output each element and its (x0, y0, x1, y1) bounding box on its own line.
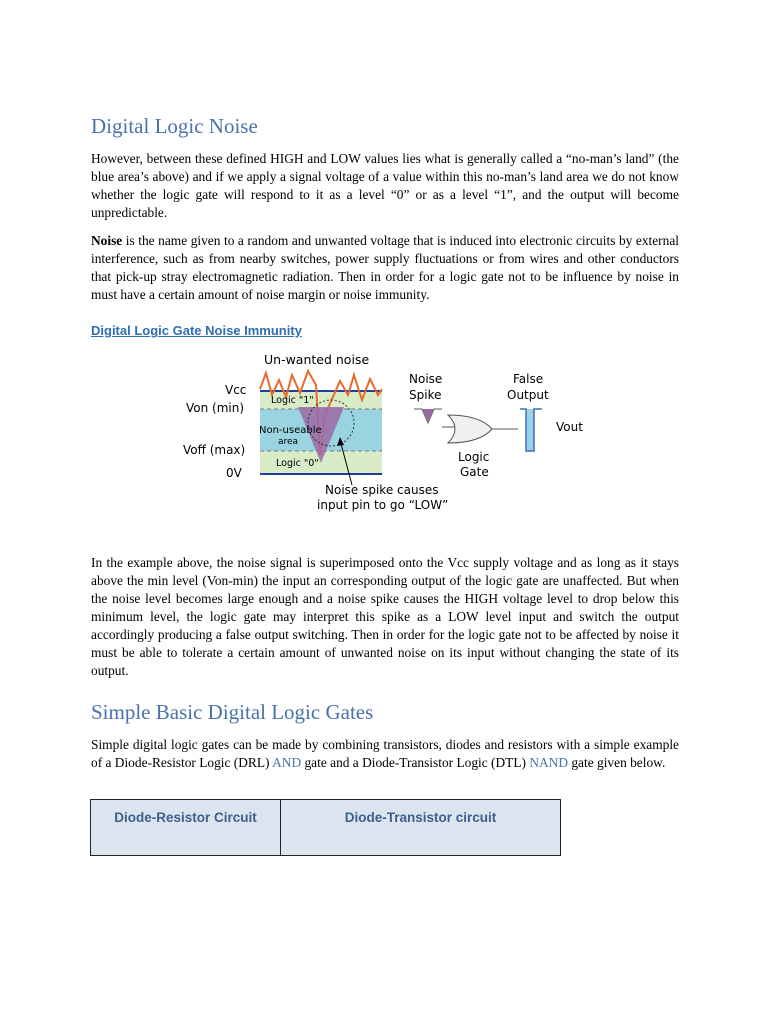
false-output-signal (520, 409, 542, 451)
caption-line2: input pin to go “LOW” (317, 498, 449, 512)
or-gate-icon (448, 415, 492, 443)
label-unwanted-noise: Un-wanted noise (264, 352, 370, 367)
label-nonuseable: Non-useable (259, 425, 322, 436)
label-zero-v: 0V (226, 466, 242, 480)
label-gate: Gate (460, 465, 489, 479)
basic-gates-text-c: gate given below. (568, 755, 666, 770)
noise-immunity-diagram (180, 345, 600, 520)
paragraph-noise-example: In the example above, the noise signal is superimposed onto the Vcc supply voltage and as long as it stays above the min level (Von-min) the input an corresponding output of the logic gate are unaffected. But when the noise level becomes large enough and a noise spike causes the HIGH voltage level to drop below this minimum level, the logic gate may interpret this spike as a LOW level input and switch the output accordingly producing a false output switching. Then in order for the logic gate not to be affected by noise it must be able to tolerate a certain amount of unwanted noise on its input without changing the state of its output. (91, 555, 679, 678)
label-logic1: Logic "1" (271, 395, 314, 406)
paragraph-basic-gates (91, 736, 679, 772)
label-logic: Logic (458, 450, 490, 464)
paragraph-noise-definition (91, 232, 679, 304)
and-keyword: AND (272, 755, 302, 770)
section-title-noise: Digital Logic Noise (91, 114, 258, 138)
label-voff: Voff (max) (183, 443, 246, 457)
basic-gates-text-a: Simple digital logic gates can be made by combining transistors, diodes and resistors with a simple example of a Diode-Resistor Logic (DRL) (91, 737, 679, 770)
table-row (91, 800, 561, 856)
subheading-noise-immunity[interactable]: Digital Logic Gate Noise Immunity (91, 323, 302, 338)
label-vout: Vout (556, 420, 583, 434)
nand-keyword: NAND (529, 755, 569, 770)
basic-gates-text-b: gate and a Diode-Transistor Logic (DTL) (301, 755, 530, 770)
label-noise: Noise (409, 372, 443, 386)
header-diode-transistor: Diode-Transistor circuit (281, 800, 561, 856)
noise-spike-shape (422, 409, 434, 423)
label-spike: Spike (409, 388, 442, 402)
caption-line1: Noise spike causes (325, 483, 439, 497)
label-vcc: Vcc (225, 383, 247, 397)
label-logic0: Logic "0" (276, 458, 319, 469)
circuit-table (90, 799, 561, 856)
paragraph-no-mans-land: However, between these defined HIGH and LOW values lies what is generally called a “no-man’s land” (the blue area’s above) and if we apply a signal voltage of a value within this no-man’s land area we do not know whether the logic gate will respond to it as a level “0” or as a level “1”, and the output will become unpredictable. (91, 151, 679, 220)
header-diode-resistor: Diode-Resistor Circuit (91, 800, 281, 856)
label-output: Output (507, 388, 549, 402)
noise-definition-text: is the name given to a random and unwanted voltage that is induced into electronic circuits by external interference, such as from nearby switches, power supply fluctuations or from wires and other conductors that pick-up stray electromagnetic radiation. Then in order for a logic gate not to be influence by noise in must have a certain amount of noise margin or noise immunity. (91, 233, 679, 302)
noise-term: Noise (91, 233, 123, 248)
label-false: False (513, 372, 544, 386)
section-title-basic-gates: Simple Basic Digital Logic Gates (91, 700, 374, 724)
label-area: area (278, 437, 299, 447)
label-von: Von (min) (186, 401, 245, 415)
